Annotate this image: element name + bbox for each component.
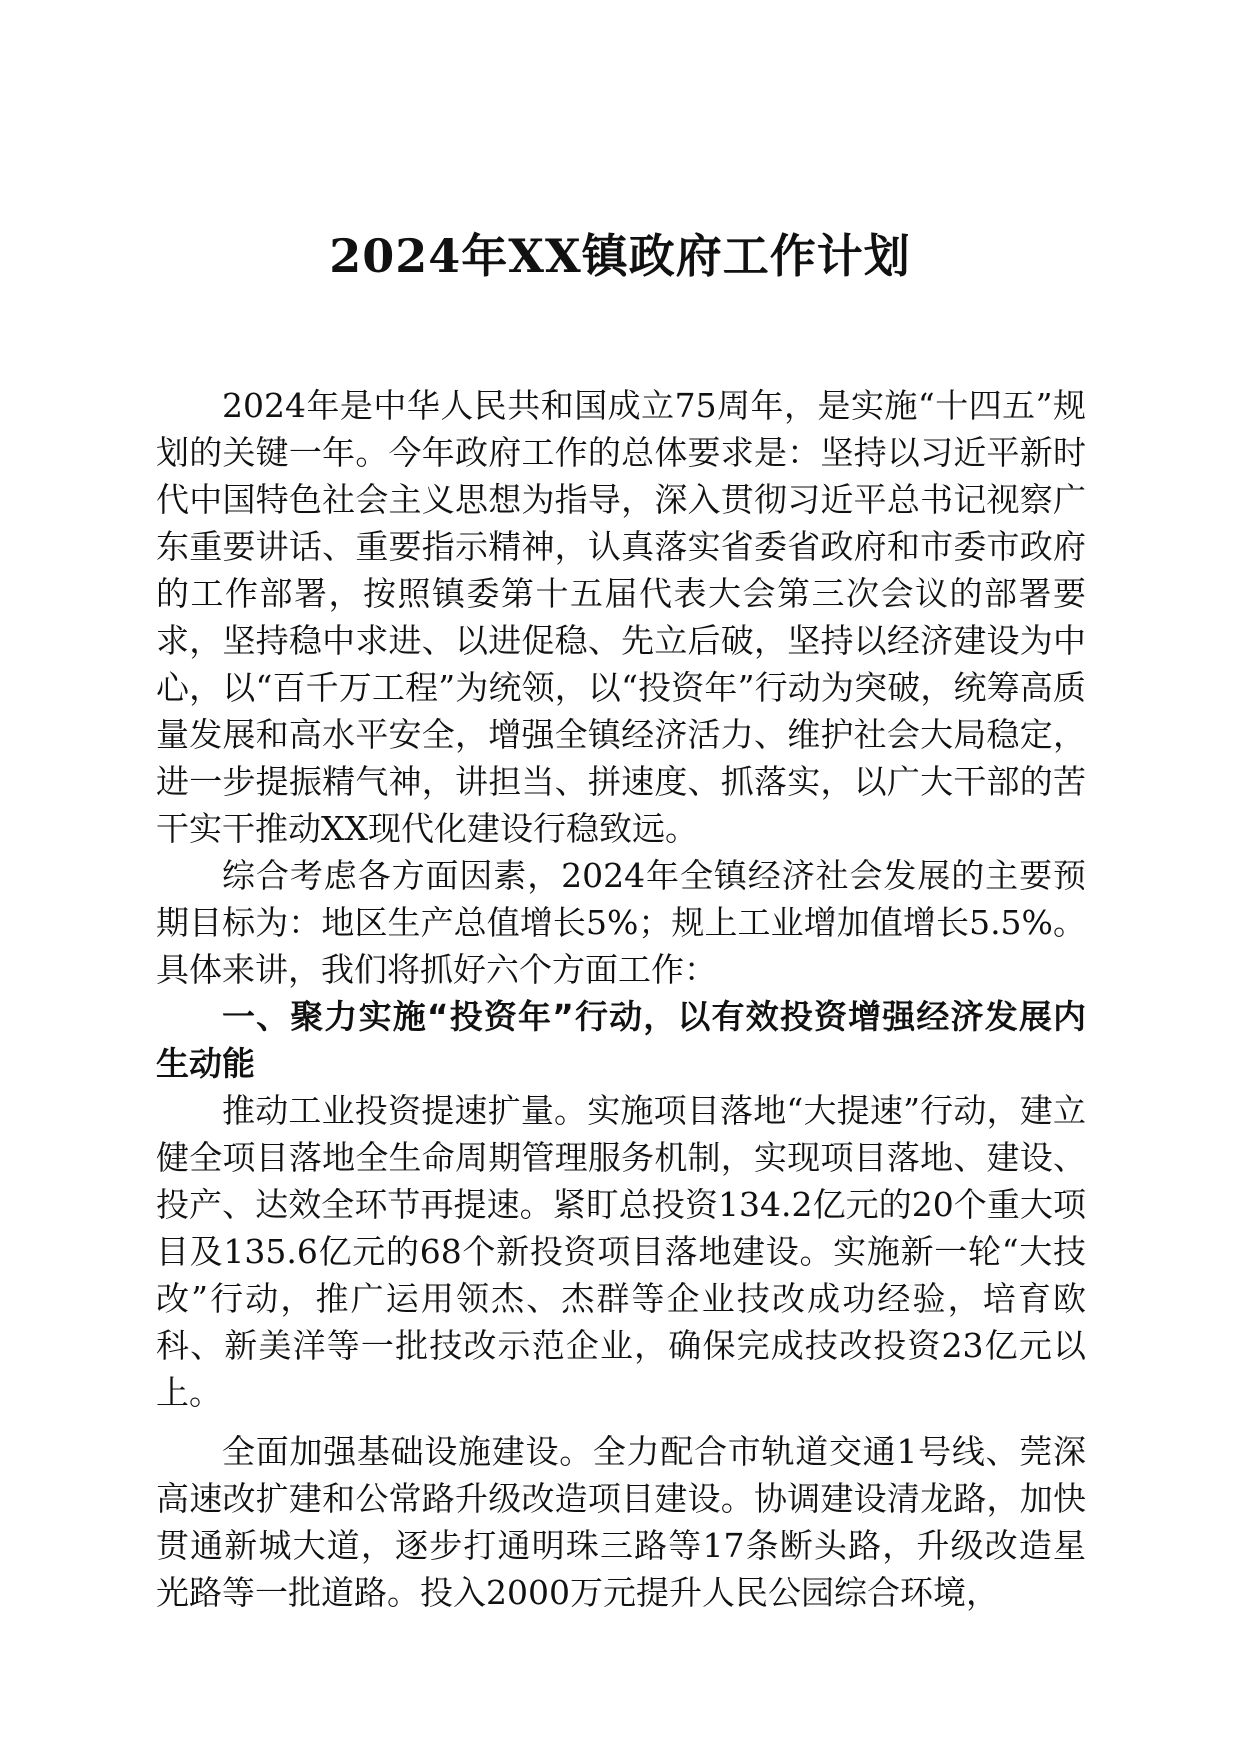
document-body xyxy=(156,382,1086,1616)
paragraph-targets: 综合考虑各方面因素，2024年全镇经济社会发展的主要预期目标为：地区生产总值增长5%；规上工业增加值增长5.5%。具体来讲，我们将抓好六个方面工作： xyxy=(156,856,1086,989)
section-heading-1: 一、聚力实施“投资年”行动，以有效投资增强经济发展内生动能 xyxy=(156,997,1086,1083)
paragraph-intro: 2024年是中华人民共和国成立75周年，是实施“十四五”规划的关键一年。今年政府工作的总体要求是：坚持以习近平新时代中国特色社会主义思想为指导，深入贯彻习近平总书记视察广东重要讲话、重要指示精神，认真落实省委省政府和市委市政府的工作部署，按照镇委第十五届代表大会第三次会议的部署要求，坚持稳中求进、以进促稳、先立后破，坚持以经济建设为中心，以“百千万工程”为统领，以“投资年”行动为突破，统筹高质量发展和高水平安全，增强全镇经济活力、维护社会大局稳定，进一步提振精气神，讲担当、拼速度、抓落实，以广大干部的苦干实干推动XX现代化建设行稳致远。 xyxy=(156,386,1086,848)
paragraph-infrastructure: 全面加强基础设施建设。全力配合市轨道交通1号线、莞深高速改扩建和公常路升级改造项目建设。协调建设清龙路，加快贯通新城大道，逐步打通明珠三路等17条断头路，升级改造星光路等一批道路。投入2000万元提升人民公园综合环境， xyxy=(156,1432,1086,1612)
paragraph-industrial-investment: 推动工业投资提速扩量。实施项目落地“大提速”行动，建立健全项目落地全生命周期管理服务机制，实现项目落地、建设、投产、达效全环节再提速。紧盯总投资134.2亿元的20个重大项目及135.6亿元的68个新投资项目落地建设。实施新一轮“大技改”行动，推广运用领杰、杰群等企业技改成功经验，培育欧科、新美洋等一批技改示范企业，确保完成技改投资23亿元以上。 xyxy=(156,1091,1086,1412)
document-title: 2024年XX镇政府工作计划 xyxy=(329,229,911,283)
